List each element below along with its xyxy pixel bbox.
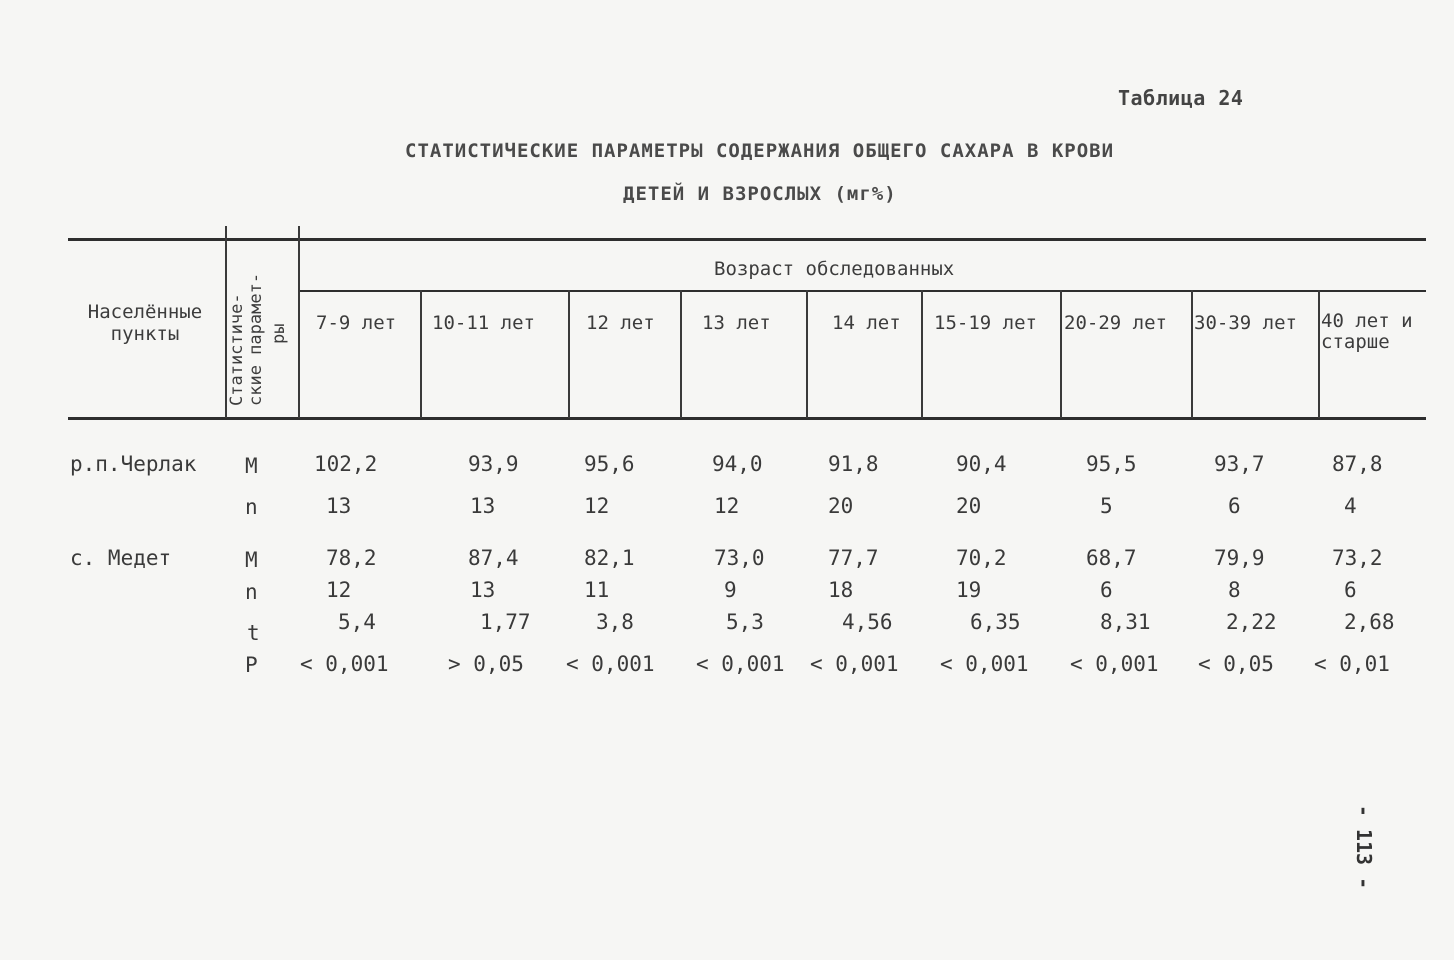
header-age-group: Возраст обследованных [714,258,955,280]
table-cell: > 0,05 [448,652,524,676]
col-divider [1318,290,1320,418]
table-cell: 95,6 [584,452,635,476]
param-label: n [245,495,258,519]
table-cell: 73,2 [1332,546,1383,570]
table-cell: < 0,001 [696,652,785,676]
header-age: 13 лет [702,312,771,334]
col-divider [1060,290,1062,418]
table-cell: 95,5 [1086,452,1137,476]
table-cell: 70,2 [956,546,1007,570]
table-cell: < 0,001 [940,652,1029,676]
col-divider [568,290,570,418]
col-divider [298,226,300,418]
table-cell: 12 [714,494,740,518]
table-cell: 94,0 [712,452,763,476]
header-places: Населённые пункты [87,301,203,345]
table-cell: 78,2 [326,546,377,570]
table-cell: 6,35 [970,610,1021,634]
table-cell: 11 [584,578,610,602]
table-cell: 87,4 [468,546,519,570]
table-cell: 91,8 [828,452,879,476]
table-cell: 87,8 [1332,452,1383,476]
header-age: 10-11 лет [432,312,535,334]
table-cell: < 0,01 [1314,652,1390,676]
header-param-line3: ры [269,323,289,344]
table-cell: 2,22 [1226,610,1277,634]
table-cell: 9 [724,578,737,602]
header-age: 12 лет [586,312,655,334]
table-cell: 5,4 [338,610,376,634]
header-age: 20-29 лет [1064,312,1167,334]
header-age: 15-19 лет [934,312,1037,334]
header-bottom-rule [68,417,1426,420]
table-cell: 4,56 [842,610,893,634]
table-cell: 102,2 [314,452,378,476]
table-cell: 93,9 [468,452,519,476]
table-cell: 8 [1228,578,1241,602]
table-cell: 5,3 [726,610,764,634]
table-cell: 4 [1344,494,1357,518]
table-cell: 18 [828,578,854,602]
table-cell: 19 [956,578,982,602]
table-cell: 13 [470,494,496,518]
param-label: t [247,621,260,645]
table-cell: < 0,001 [300,652,389,676]
table-cell: 13 [470,578,496,602]
table-cell: 73,0 [714,546,765,570]
header-age: 40 лет и старше [1321,310,1413,353]
table-cell: 79,9 [1214,546,1265,570]
header-param-line1: Статистиче- [227,293,247,406]
param-label: M [245,454,258,478]
param-label: M [245,548,258,572]
table-cell: < 0,001 [810,652,899,676]
table-cell: 5 [1100,494,1113,518]
table-cell: 93,7 [1214,452,1265,476]
table-cell: < 0,001 [1070,652,1159,676]
table-cell: 12 [584,494,610,518]
table-cell: 68,7 [1086,546,1137,570]
table-cell: 77,7 [828,546,879,570]
param-label: n [245,580,258,604]
table-top-rule [68,238,1426,241]
table-cell: 82,1 [584,546,635,570]
table-cell: 20 [828,494,854,518]
col-divider [806,290,808,418]
table-cell: 6 [1344,578,1357,602]
table-cell: 20 [956,494,982,518]
page-number: - 113 - [1352,804,1377,890]
table-title-line1: СТАТИСТИЧЕСКИЕ ПАРАМЕТРЫ СОДЕРЖАНИЯ ОБЩЕГО САХАРА В КРОВИ [405,140,1115,162]
table-label: Таблица 24 [1118,86,1244,110]
table-cell: 1,77 [480,610,531,634]
table-cell: 2,68 [1344,610,1395,634]
table-cell: 6 [1228,494,1241,518]
header-age: 14 лет [832,312,901,334]
table-cell: 90,4 [956,452,1007,476]
table-title-line2: ДЕТЕЙ И ВЗРОСЛЫХ (мг%) [623,183,897,205]
table-cell: 6 [1100,578,1113,602]
header-age: 30-39 лет [1194,312,1297,334]
header-age: 7-9 лет [316,312,397,334]
table-cell: 12 [326,578,352,602]
table-cell: 3,8 [596,610,634,634]
place-name: с. Медет [70,546,172,570]
col-divider [921,290,923,418]
param-label: P [245,653,258,677]
table-cell: 8,31 [1100,610,1151,634]
place-name: р.п.Черлак [70,452,197,476]
col-divider [1191,290,1193,418]
table-cell: < 0,001 [566,652,655,676]
group-header-rule [300,290,1426,292]
table-cell: < 0,05 [1198,652,1274,676]
col-divider [680,290,682,418]
header-param-line2: ские парамет- [246,272,266,406]
col-divider [420,290,422,418]
table-cell: 13 [326,494,352,518]
